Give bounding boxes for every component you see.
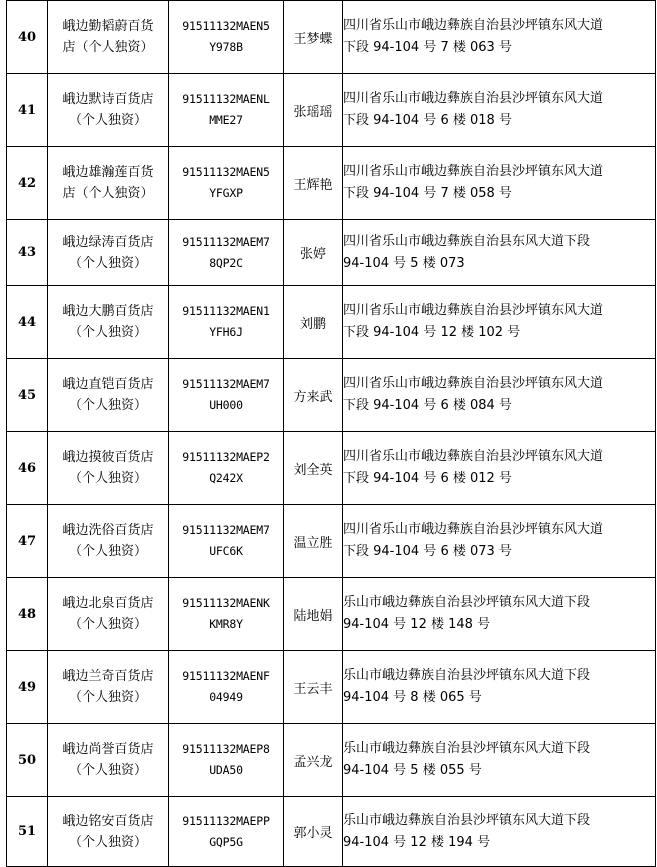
- credit-code-line: 91511132MAEP2: [182, 450, 270, 464]
- business-name-line: （个人独资）: [68, 690, 147, 705]
- business-name-line: 峨边雄瀚莲百货: [62, 165, 154, 180]
- address-line: 四川省乐山市峨边彝族自治县沙坪镇东风大道: [343, 18, 604, 33]
- table-row: [7, 578, 656, 651]
- table-row: [7, 1, 656, 74]
- address-line: 乐山市峨边彝族自治县沙坪镇东风大道下段: [343, 812, 591, 828]
- table-row: [7, 432, 656, 505]
- address-line: 四川省乐山市峨边彝族自治县东风大道下段: [343, 233, 591, 249]
- registry-body: [7, 1, 656, 867]
- credit-code-cell: [169, 651, 284, 724]
- credit-code-line: 04949: [209, 690, 243, 704]
- credit-code-cell: [169, 1, 284, 74]
- credit-code-line: 91511132MAEN5: [182, 19, 270, 33]
- credit-code-line: 91511132MAEN1: [182, 304, 270, 318]
- table-row: [7, 74, 656, 147]
- business-name-line: 峨边洗俗百货店: [62, 523, 154, 538]
- business-name-cell: [48, 147, 169, 220]
- credit-code-cell: [169, 578, 284, 651]
- business-name-cell: [48, 432, 169, 505]
- address-line: 94-104 号 8 楼 065 号: [343, 690, 482, 705]
- credit-code-line: UFC6K: [209, 544, 243, 558]
- row-number: 41: [7, 74, 48, 147]
- business-name-line: 峨边铭安百货店: [62, 813, 154, 829]
- address-cell: [343, 286, 656, 359]
- address-line: 四川省乐山市峨边彝族自治县沙坪镇东风大道: [343, 164, 604, 179]
- credit-code-line: 91511132MAEPP: [182, 813, 270, 828]
- operator-name: 陆地娟: [284, 578, 343, 651]
- business-name-line: 峨边默诗百货店: [62, 92, 154, 107]
- business-name-line: 峨边兰奇百货店: [62, 669, 154, 684]
- address-line: 94-104 号 12 楼 194 号: [343, 834, 491, 850]
- address-cell: [343, 724, 656, 797]
- address-cell: [343, 651, 656, 724]
- operator-name: 方来武: [284, 359, 343, 432]
- credit-code-line: 91511132MAEM7: [182, 523, 270, 537]
- operator-name: 张瑶瑶: [284, 74, 343, 147]
- business-name-line: 峨边勤韬蔚百货: [62, 19, 154, 34]
- address-cell: [343, 578, 656, 651]
- table-row: [7, 724, 656, 797]
- address-line: 94-104 号 5 楼 055 号: [343, 763, 482, 778]
- business-name-line: （个人独资）: [68, 544, 147, 559]
- address-line: 下段 94-104 号 6 楼 012 号: [343, 471, 512, 486]
- operator-name: 王辉艳: [284, 147, 343, 220]
- credit-code-cell: [169, 220, 284, 286]
- credit-code-cell: [169, 432, 284, 505]
- business-name-cell: [48, 359, 169, 432]
- business-name-line: 峨边摸彼百货店: [62, 450, 154, 465]
- credit-code-line: 91511132MAEP8: [182, 742, 270, 756]
- credit-code-line: 91511132MAEM7: [182, 377, 270, 391]
- business-name-line: 店（个人独资）: [62, 186, 154, 201]
- business-name-line: 峨边大鹏百货店: [62, 304, 154, 319]
- address-line: 四川省乐山市峨边彝族自治县沙坪镇东风大道: [343, 91, 604, 106]
- address-line: 94-104 号 12 楼 148 号: [343, 617, 491, 632]
- business-registry-table: [6, 0, 656, 867]
- address-line: 下段 94-104 号 6 楼 073 号: [343, 544, 512, 559]
- address-line: 下段 94-104 号 7 楼 058 号: [343, 186, 512, 201]
- credit-code-cell: [169, 286, 284, 359]
- address-cell: [343, 797, 656, 867]
- address-line: 乐山市峨边彝族自治县沙坪镇东风大道下段: [343, 668, 591, 683]
- row-number: 44: [7, 286, 48, 359]
- credit-code-line: 91511132MAENF: [182, 669, 270, 683]
- table-row: [7, 147, 656, 220]
- row-number: 46: [7, 432, 48, 505]
- business-name-cell: [48, 74, 169, 147]
- operator-name: 王云丰: [284, 651, 343, 724]
- address-line: 四川省乐山市峨边彝族自治县沙坪镇东风大道: [343, 303, 604, 318]
- business-name-cell: [48, 1, 169, 74]
- address-line: 四川省乐山市峨边彝族自治县沙坪镇东风大道: [343, 376, 604, 391]
- business-name-cell: [48, 286, 169, 359]
- business-name-line: 店（个人独资）: [62, 40, 154, 55]
- business-name-line: 峨边直铠百货店: [62, 377, 154, 392]
- row-number: 45: [7, 359, 48, 432]
- credit-code-cell: [169, 505, 284, 578]
- operator-name: 郭小灵: [284, 797, 343, 867]
- row-number: 42: [7, 147, 48, 220]
- credit-code-line: 91511132MAENK: [182, 596, 270, 610]
- credit-code-line: UDA50: [209, 763, 243, 777]
- operator-name: 刘全英: [284, 432, 343, 505]
- credit-code-line: Q242X: [209, 471, 243, 485]
- address-line: 四川省乐山市峨边彝族自治县沙坪镇东风大道: [343, 522, 604, 537]
- operator-name: 王梦蝶: [284, 1, 343, 74]
- credit-code-cell: [169, 74, 284, 147]
- address-line: 94-104 号 5 楼 073: [343, 255, 465, 271]
- business-name-line: （个人独资）: [68, 834, 147, 850]
- credit-code-line: YFH6J: [209, 325, 243, 339]
- credit-code-cell: [169, 147, 284, 220]
- business-name-line: 峨边绿涛百货店: [62, 234, 154, 250]
- table-row: [7, 797, 656, 867]
- address-line: 四川省乐山市峨边彝族自治县沙坪镇东风大道: [343, 449, 604, 464]
- credit-code-line: MME27: [209, 113, 243, 127]
- table-row: [7, 505, 656, 578]
- address-cell: [343, 359, 656, 432]
- address-line: 乐山市峨边彝族自治县沙坪镇东风大道下段: [343, 741, 591, 756]
- business-name-cell: [48, 220, 169, 286]
- business-name-cell: [48, 724, 169, 797]
- row-number: 50: [7, 724, 48, 797]
- credit-code-cell: [169, 797, 284, 867]
- row-number: 51: [7, 797, 48, 867]
- operator-name: 温立胜: [284, 505, 343, 578]
- address-cell: [343, 432, 656, 505]
- row-number: 49: [7, 651, 48, 724]
- business-name-line: 峨边尚誉百货店: [62, 742, 154, 757]
- address-line: 下段 94-104 号 7 楼 063 号: [343, 40, 512, 55]
- operator-name: 孟兴龙: [284, 724, 343, 797]
- row-number: 40: [7, 1, 48, 74]
- business-name-line: 峨边北泉百货店: [62, 596, 154, 611]
- business-name-line: （个人独资）: [68, 471, 147, 486]
- table-row: [7, 220, 656, 286]
- address-cell: [343, 1, 656, 74]
- address-cell: [343, 147, 656, 220]
- credit-code-line: 91511132MAEN5: [182, 165, 270, 179]
- operator-name: 张婷: [284, 220, 343, 286]
- business-name-cell: [48, 651, 169, 724]
- credit-code-cell: [169, 724, 284, 797]
- address-cell: [343, 220, 656, 286]
- address-cell: [343, 505, 656, 578]
- row-number: 48: [7, 578, 48, 651]
- address-line: 下段 94-104 号 6 楼 018 号: [343, 113, 512, 128]
- address-line: 下段 94-104 号 6 楼 084 号: [343, 398, 512, 413]
- credit-code-line: UH000: [209, 398, 243, 412]
- credit-code-line: Y978B: [209, 40, 243, 54]
- credit-code-line: KMR8Y: [209, 617, 243, 631]
- business-name-line: （个人独资）: [68, 255, 147, 271]
- row-number: 43: [7, 220, 48, 286]
- credit-code-cell: [169, 359, 284, 432]
- credit-code-line: 91511132MAEM7: [182, 234, 270, 249]
- address-line: 下段 94-104 号 12 楼 102 号: [343, 325, 521, 340]
- address-line: 乐山市峨边彝族自治县沙坪镇东风大道下段: [343, 595, 591, 610]
- business-name-cell: [48, 578, 169, 651]
- business-name-cell: [48, 797, 169, 867]
- business-name-line: （个人独资）: [68, 113, 147, 128]
- credit-code-line: GQP5G: [209, 834, 243, 849]
- business-name-line: （个人独资）: [68, 617, 147, 632]
- business-name-line: （个人独资）: [68, 398, 147, 413]
- table-row: [7, 651, 656, 724]
- business-name-line: （个人独资）: [68, 325, 147, 340]
- address-cell: [343, 74, 656, 147]
- credit-code-line: YFGXP: [209, 186, 243, 200]
- business-name-cell: [48, 505, 169, 578]
- table-row: [7, 286, 656, 359]
- operator-name: 刘鹏: [284, 286, 343, 359]
- credit-code-line: 91511132MAENL: [182, 92, 270, 106]
- table-row: [7, 359, 656, 432]
- credit-code-line: 8QP2C: [209, 255, 243, 270]
- business-name-line: （个人独资）: [68, 763, 147, 778]
- row-number: 47: [7, 505, 48, 578]
